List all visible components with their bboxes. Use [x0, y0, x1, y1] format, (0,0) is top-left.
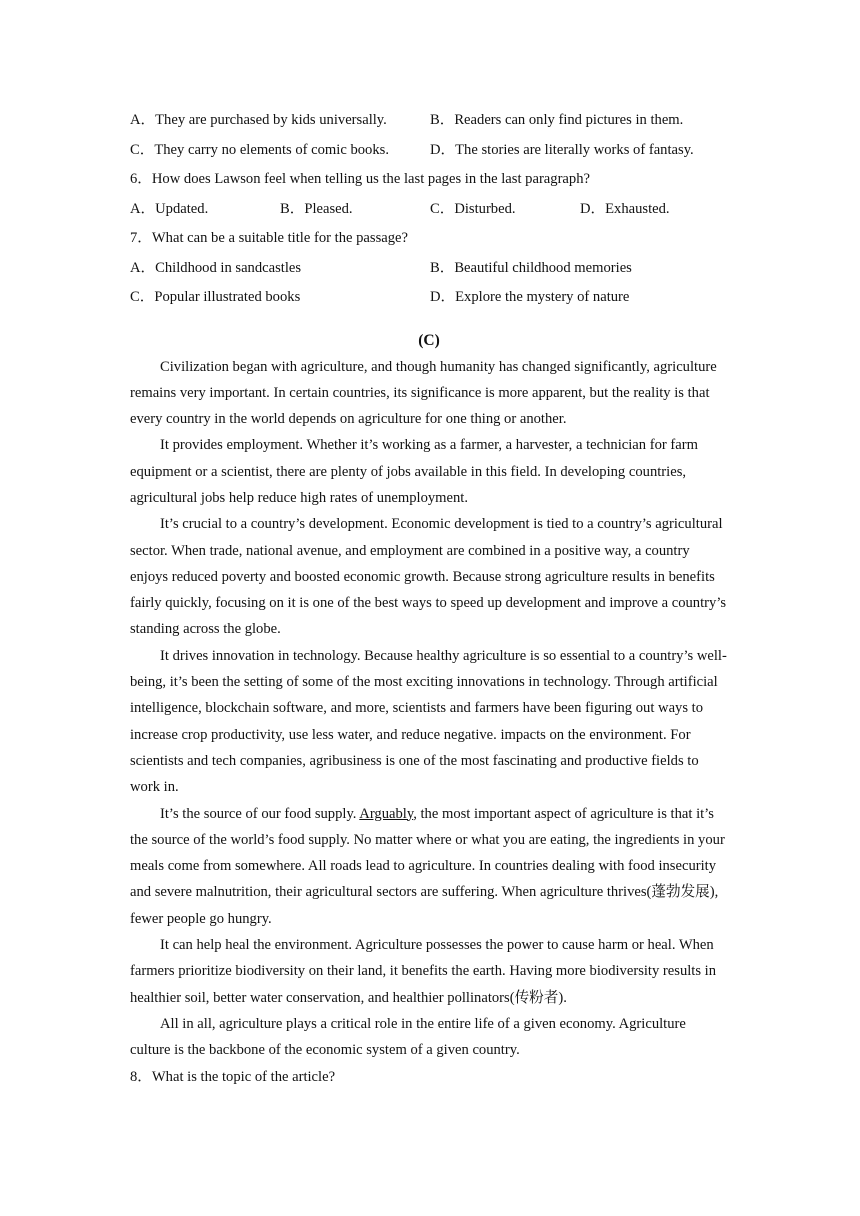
underlined-word: Arguably: [359, 805, 414, 822]
paragraph-technology: It drives innovation in technology. Because healthy agriculture is so essential to a country’s well-being, it’s been the setting of some of the most exciting innovations in technology. Through artificial intelligence, blockchain software, and more, scientists and farmers have been figuring out ways to increase crop productivity, use less water, and reduce negative. impacts on the environment. For scientists and tech companies, agribusiness is one of the most fascinating and productive fields to work in.: [130, 647, 727, 796]
q7-options-row-1: [130, 252, 728, 282]
q5-option-c: C．They carry no elements of comic books.: [130, 141, 389, 158]
q7-option-d: D．Explore the mystery of nature: [430, 289, 630, 306]
section-title: (C): [418, 331, 440, 349]
paragraph-environment: It can help heal the environment. Agriculture possesses the power to cause harm or heal. When farmers prioritize biodiversity on their land, it benefits the earth. Having more biodiversity results in healthier soil, better water conservation, and healthier pollinators(传粉者).: [130, 937, 717, 1006]
paragraph-development: It’s crucial to a country’s development. Economic development is tied to a country’s agricultural sector. When trade, national avenue, and employment are combined in a positive way, a country enjoys reduced poverty and boosted economic growth. Because strong agriculture results in benefits fairly quickly, focusing on it is one of the best ways to speed up development and improve a country’s standing across the globe.: [130, 516, 727, 638]
exam-page: [130, 104, 728, 1090]
q7-option-c: C．Popular illustrated books: [130, 289, 301, 306]
q5-option-b: B．Readers can only find pictures in them.: [430, 112, 684, 129]
q6-option-c: C．Disturbed.: [430, 200, 516, 217]
q6-option-d: D．Exhausted.: [580, 200, 670, 217]
q6-option-b: B．Pleased.: [280, 200, 353, 217]
q5-options-row-1: [130, 104, 728, 134]
q6-options-row: [130, 193, 728, 223]
q5-options-row-2: [130, 134, 728, 164]
paragraph-employment: It provides employment. Whether it’s working as a farmer, a harvester, a technician for farm equipment or a scientist, there are plenty of jobs available in this field. In developing countries, agricultural jobs help reduce high rates of unemployment.: [130, 437, 698, 506]
food-para-rest: , the most important aspect of agriculture is that it’s the source of the world’s food supply. No matter where or what you are eating, the ingredients in your meals come from somewhere. All roads lead to agriculture. In countries dealing with food insecurity and severe malnutrition, their agricultural sectors are suffering. When agriculture thrives(蓬勃发展), fewer people go hungry.: [130, 805, 725, 927]
paragraph-food-supply: [130, 801, 728, 932]
paragraph-intro: Civilization began with agriculture, and though humanity has changed significantly, agriculture remains very important. In certain countries, its significance is more apparent, but the reality is that every country in the world depends on agriculture for one thing or another.: [130, 358, 717, 428]
q6-option-a: A．Updated.: [130, 200, 209, 217]
q5-option-d: D．The stories are literally works of fantasy.: [430, 141, 694, 158]
q8-stem: 8．What is the topic of the article?: [130, 1068, 336, 1085]
q7-options-row-2: [130, 281, 728, 311]
q6-stem: 6．How does Lawson feel when telling us the last pages in the last paragraph?: [130, 171, 590, 188]
q7-option-b: B．Beautiful childhood memories: [430, 259, 632, 276]
q7-option-a: A．Childhood in sandcastles: [130, 259, 302, 276]
q5-option-a: A．They are purchased by kids universally.: [130, 112, 387, 129]
q7-stem: 7．What can be a suitable title for the passage?: [130, 230, 408, 247]
food-para-start: It’s the source of our food supply.: [160, 805, 360, 822]
paragraph-conclusion: All in all, agriculture plays a critical role in the entire life of a given economy. Agriculture culture is the backbone of the economic system of a given country.: [130, 1015, 686, 1059]
